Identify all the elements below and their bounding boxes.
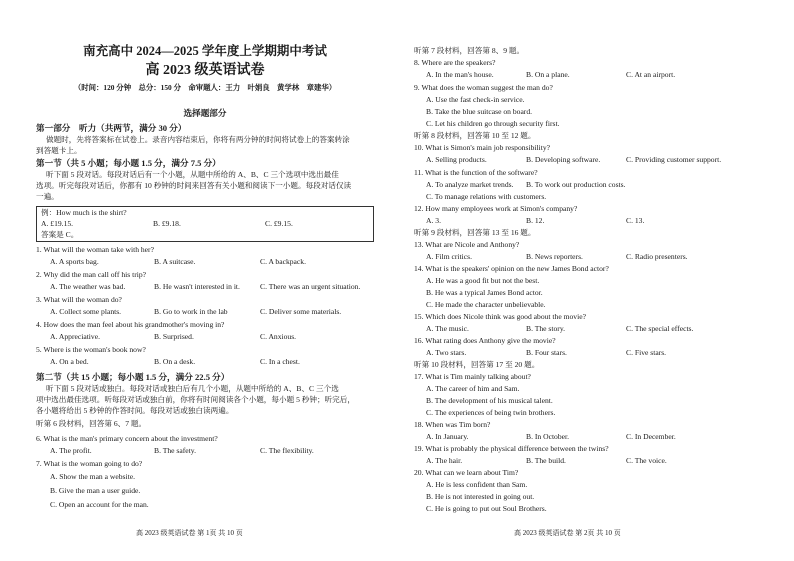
question-10: 10. What is Simon's main job responsibility? xyxy=(414,143,551,152)
q8-option-a: A. In the man's house. xyxy=(426,70,494,79)
example-option-a: A. £19.15. xyxy=(41,219,74,228)
question-17: 17. What is Tim mainly talking about? xyxy=(414,372,531,381)
q6-option-a: A. The profit. xyxy=(50,446,92,455)
listen-instruction-8: 听第 8 段材料，回答第 10 至 12 题。 xyxy=(414,131,536,140)
example-answer: 答案是 C。 xyxy=(41,230,79,239)
q20-option-b: B. He is not interested in going out. xyxy=(426,492,535,501)
question-19: 19. What is probably the physical difference between the twins? xyxy=(414,444,609,453)
page-footer: 高 2023 级英语试卷 第 1页 共 10 页 xyxy=(136,529,243,537)
exam-info: （时间：120 分钟 总分：150 分 命审题人：王力 叶娟良 黄学林 章建华） xyxy=(73,83,337,92)
question-1: 1. What will the woman take with her? xyxy=(36,245,154,254)
page-footer: 高 2023 级英语试卷 第 2页 共 10 页 xyxy=(514,529,621,537)
question-15: 15. Which does Nicole think was good about the movie? xyxy=(414,312,586,321)
section-heading: 选择题部分 xyxy=(183,108,227,118)
question-14: 14. What is the speakers' opinion on the new James Bond actor? xyxy=(414,264,609,273)
question-2: 2. Why did the man call off his trip? xyxy=(36,270,147,279)
q4-option-a: A. Appreciative. xyxy=(50,332,100,341)
q4-option-c: C. Anxious. xyxy=(260,332,297,341)
q6-option-b: B. The safety. xyxy=(154,446,196,455)
q14-option-b: B. He was a typical James Bond actor. xyxy=(426,288,543,297)
example-option-c: C. £9.15. xyxy=(265,219,293,228)
q3-option-c: C. Deliver some materials. xyxy=(260,307,342,316)
listen-instruction-9: 听第 9 段材料，回答第 13 至 16 题。 xyxy=(414,228,536,237)
q14-option-a: A. He was a good fit but not the best. xyxy=(426,276,540,285)
q18-option-b: B. In October. xyxy=(526,432,570,441)
q2-option-c: C. There was an urgent situation. xyxy=(260,282,361,291)
question-11: 11. What is the function of the software? xyxy=(414,168,538,177)
q9-option-c: C. Let his children go through security first. xyxy=(426,119,560,128)
q12-option-a: A. 3. xyxy=(426,216,441,225)
listen-instruction-10: 听第 10 段材料，回答第 17 至 20 题。 xyxy=(414,360,540,369)
q15-option-a: A. The music. xyxy=(426,324,469,333)
q11-option-a: A. To analyze market trends. xyxy=(426,180,514,189)
example-question: 例：How much is the shirt? xyxy=(41,208,127,217)
q19-option-b: B. The build. xyxy=(526,456,566,465)
q16-option-b: B. Four stars. xyxy=(526,348,567,357)
q11-option-c: C. To manage relations with customers. xyxy=(426,192,547,201)
q8-option-c: C. At an airport. xyxy=(626,70,676,79)
q17-option-a: A. The career of him and Sam. xyxy=(426,384,520,393)
question-4: 4. How does the man feel about his grandmother's moving in? xyxy=(36,320,225,329)
listen-instruction-6: 听第 6 段材料，回答第 6、7 题。 xyxy=(36,419,147,428)
q12-option-b: B. 12. xyxy=(526,216,545,225)
sec1-intro-line: 一遍。 xyxy=(36,192,59,201)
q10-option-c: C. Providing customer support. xyxy=(626,155,722,164)
question-16: 16. What rating does Anthony give the movie? xyxy=(414,336,556,345)
example-option-b: B. £9.18. xyxy=(153,219,181,228)
sec2-heading: 第二节（共 15 小题；每小题 1.5 分，满分 22.5 分） xyxy=(36,372,230,382)
q18-option-a: A. In January. xyxy=(426,432,469,441)
q3-option-a: A. Collect some plants. xyxy=(50,307,122,316)
q14-option-c: C. He made the character unbelievable. xyxy=(426,300,546,309)
part1-heading: 第一部分 听力（共两节，满分 30 分） xyxy=(36,123,187,133)
part1-intro-line: 到答题卡上。 xyxy=(36,146,82,155)
q2-option-a: A. The weather was bad. xyxy=(50,282,126,291)
question-20: 20. What can we learn about Tim? xyxy=(414,468,519,477)
q1-option-a: A. A sports bag. xyxy=(50,257,99,266)
sec1-intro-line: 听下面 5 段对话。每段对话后有一个小题，从题中所给的 A、B、C 三个选项中选出最佳 xyxy=(46,170,339,179)
sec1-heading: 第一节（共 5 小题；每小题 1.5 分，满分 7.5 分） xyxy=(36,158,221,168)
q5-option-a: A. On a bed. xyxy=(50,357,89,366)
q19-option-c: C. The voice. xyxy=(626,456,667,465)
q16-option-c: C. Five stars. xyxy=(626,348,667,357)
q1-option-c: C. A backpack. xyxy=(260,257,306,266)
q16-option-a: A. Two stars. xyxy=(426,348,467,357)
exam-title: 高 2023 级英语试卷 xyxy=(145,63,265,78)
listen-instruction-7: 听第 7 段材料，回答第 8、9 题。 xyxy=(414,46,525,55)
q7-option-a: A. Show the man a website. xyxy=(50,472,135,481)
question-7: 7. What is the woman going to do? xyxy=(36,459,143,468)
q5-option-b: B. On a desk. xyxy=(154,357,196,366)
q13-option-a: A. Film critics. xyxy=(426,252,472,261)
q9-option-b: B. Take the blue suitcase on board. xyxy=(426,107,533,116)
q12-option-c: C. 13. xyxy=(626,216,645,225)
q3-option-b: B. Go to work in the lab xyxy=(154,307,228,316)
q6-option-c: C. The flexibility. xyxy=(260,446,314,455)
q13-option-c: C. Radio presenters. xyxy=(626,252,688,261)
sec1-intro-line: 选项。听完每段对话后，你都有 10 秒钟的时间来回答有关小题和阅读下一小题。每段对话仅读 xyxy=(36,181,352,190)
q9-option-a: A. Use the fast check-in service. xyxy=(426,95,525,104)
question-12: 12. How many employees work at Simon's company? xyxy=(414,204,578,213)
q10-option-b: B. Developing software. xyxy=(526,155,601,164)
q20-option-c: C. He is going to put out Soul Brothers. xyxy=(426,504,547,513)
q10-option-a: A. Selling products. xyxy=(426,155,487,164)
question-5: 5. Where is the woman's book now? xyxy=(36,345,146,354)
q15-option-c: C. The special effects. xyxy=(626,324,694,333)
q19-option-a: A. The hair. xyxy=(426,456,463,465)
part1-intro-line: 做题时，先将答案标在试卷上。录音内容结束后，你将有两分钟的时间将试卷上的答案转涂 xyxy=(46,135,350,144)
q5-option-c: C. In a chest. xyxy=(260,357,300,366)
school-title: 南充高中 2024—2025 学年度上学期期中考试 xyxy=(83,44,327,58)
q17-option-b: B. The development of his musical talent. xyxy=(426,396,553,405)
q4-option-b: B. Surprised. xyxy=(154,332,194,341)
question-18: 18. When was Tim born? xyxy=(414,420,491,429)
q17-option-c: C. The experiences of being twin brothers. xyxy=(426,408,556,417)
q18-option-c: C. In December. xyxy=(626,432,676,441)
example-box xyxy=(36,206,374,242)
sec2-intro-line: 项中选出最佳选项。听每段对话或独白前，你将有时间阅读各个小题，每小题 5 秒钟；听完后， xyxy=(36,395,355,404)
sec2-intro-line: 听下面 5 段对话或独白。每段对话或独白后有几个小题，从题中所给的 A、B、C 三个选 xyxy=(46,384,339,393)
question-8: 8. Where are the speakers? xyxy=(414,58,496,67)
q8-option-b: B. On a plane. xyxy=(526,70,570,79)
q11-option-b: B. To work out production costs. xyxy=(526,180,626,189)
question-13: 13. What are Nicole and Anthony? xyxy=(414,240,520,249)
q20-option-a: A. He is less confident than Sam. xyxy=(426,480,528,489)
q2-option-b: B. He wasn't interested in it. xyxy=(154,282,240,291)
q7-option-b: B. Give the man a user guide. xyxy=(50,486,141,495)
sec2-intro-line: 各小题将给出 5 秒钟的作答时间。每段对话或独白读两遍。 xyxy=(36,406,234,415)
question-9: 9. What does the woman suggest the man do? xyxy=(414,83,553,92)
q7-option-c: C. Open an account for the man. xyxy=(50,500,149,509)
q1-option-b: B. A suitcase. xyxy=(154,257,196,266)
question-6: 6. What is the man's primary concern about the investment? xyxy=(36,434,218,443)
question-3: 3. What will the woman do? xyxy=(36,295,122,304)
q15-option-b: B. The story. xyxy=(526,324,566,333)
q13-option-b: B. News reporters. xyxy=(526,252,583,261)
